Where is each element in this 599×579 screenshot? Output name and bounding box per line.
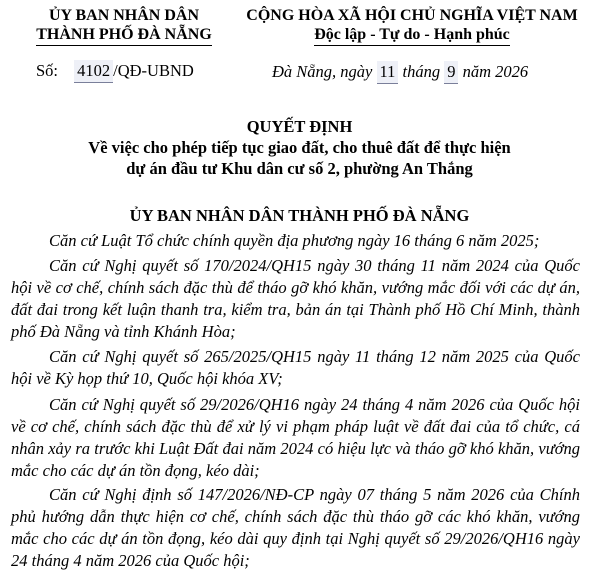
decision-title: QUYẾT ĐỊNH [246, 117, 353, 136]
document-number-label: Số: [36, 61, 59, 80]
national-title: CỘNG HÒA XÃ HỘI CHỦ NGHĨA VIỆT NAM [246, 7, 578, 24]
authority-heading: ỦY BAN NHÂN DÂN THÀNH PHỐ ĐÀ NẴNG [129, 206, 470, 225]
motto-line [232, 25, 592, 46]
month-field[interactable]: 9 [444, 61, 458, 84]
day-field[interactable]: 11 [377, 61, 399, 84]
date-prefix: Đà Nẵng, ngày [272, 62, 373, 81]
decision-subject-line-1: Về việc cho phép tiếp tục giao đất, cho thuê đất để thực hiện [88, 138, 511, 157]
issuing-agency [14, 6, 234, 46]
legal-basis-paragraph: Căn cứ Nghị định số 147/2026/NĐ-CP ngày 07 tháng 5 năm 2026 của Chính phủ hướng dẫn thực hiện cơ chế, chính sách đặc thù tháo gỡ các khó khăn, vướng mắc cho các dự án tồn đọng, kéo dài quy định tại Nghị quyết số 29/2026/QH16 ngày 24 tháng 4 năm 2026 của Quốc hội; [11, 485, 580, 570]
month-label: tháng [402, 62, 441, 81]
decision-title-block [0, 116, 599, 179]
legal-basis-paragraph: Căn cứ Nghị quyết số 170/2024/QH15 ngày 30 tháng 11 năm 2024 của Quốc hội về cơ chế, chính sách đặc thù để tháo gỡ khó khăn, vướng mắc đối với các dự án, đất đai trong kết luận thanh tra, kiểm tra, bản án tại Thành phố Hồ Chí Minh, thành phố Đà Nẵng và tỉnh Khánh Hòa; [11, 256, 580, 341]
decision-subject-line-2: dự án đầu tư Khu dân cư số 2, phường An Thắng [126, 159, 473, 178]
document-number-suffix: /QĐ-UBND [113, 61, 194, 80]
agency-line-2 [14, 25, 234, 46]
document-number-field[interactable]: 4102 [74, 60, 113, 83]
legal-basis-paragraph: Căn cứ Luật Tổ chức chính quyền địa phương ngày 16 tháng 6 năm 2025; [49, 231, 540, 250]
date-line [272, 61, 528, 84]
agency-line-1: ỦY BAN NHÂN DÂN [48, 7, 200, 24]
year-text: năm 2026 [462, 62, 529, 81]
agency-name: THÀNH PHỐ ĐÀ NẴNG [36, 25, 212, 46]
legal-basis-paragraph: Căn cứ Nghị quyết số 265/2025/QH15 ngày 11 tháng 12 năm 2025 của Quốc hội về Kỳ họp thứ 10, Quốc hội khóa XV; [11, 347, 580, 388]
legal-basis-paragraph: Căn cứ Nghị quyết số 29/2026/QH16 ngày 24 tháng 4 năm 2026 của Quốc hội về cơ chế, chính sách đặc thù để xử lý vi phạm pháp luật về đất đai của tổ chức, cá nhân xảy ra trước khi Luật Đất đai năm 2024 có hiệu lực và tháo gỡ khó khăn, vướng mắc cho các dự án tồn đọng, kéo dài; [11, 395, 580, 480]
document-number-row [36, 60, 194, 83]
national-header [232, 6, 592, 46]
national-motto: Độc lập - Tự do - Hạnh phúc [314, 25, 510, 46]
